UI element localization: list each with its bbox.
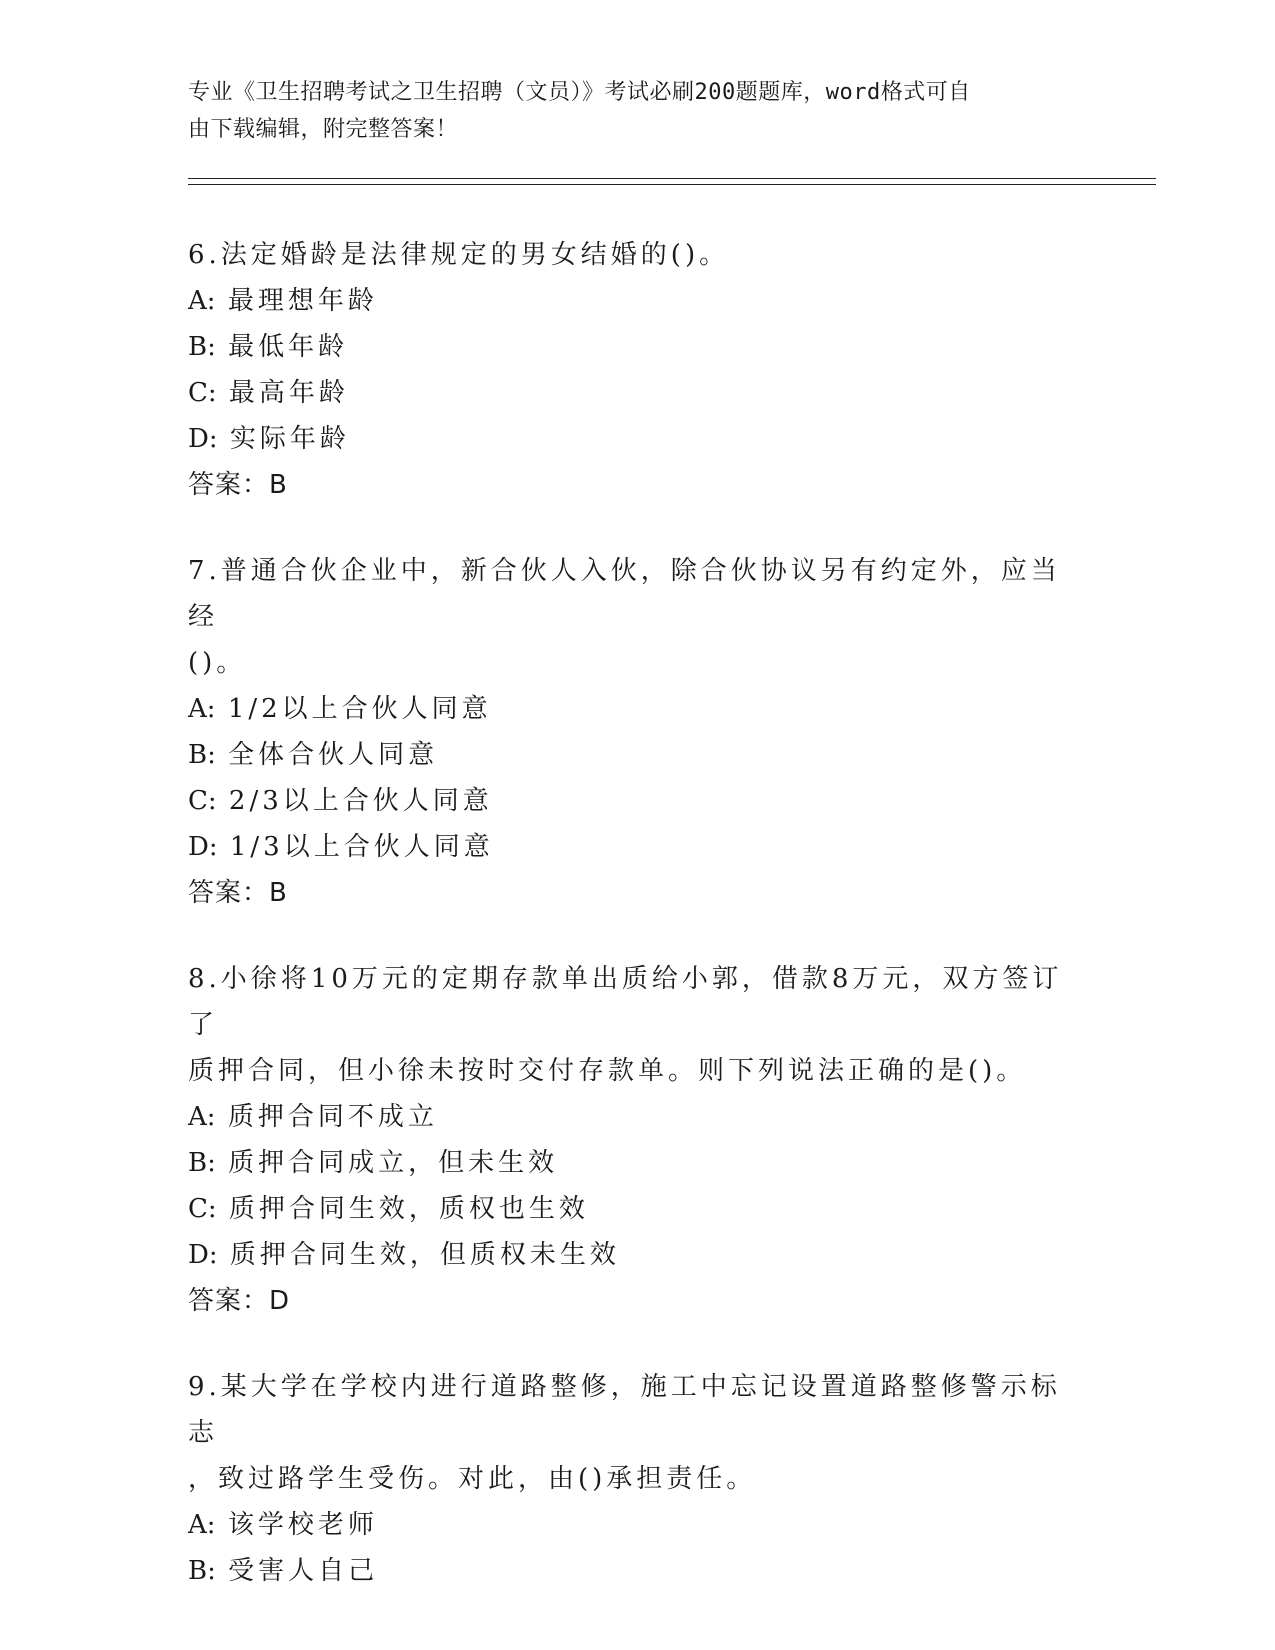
option-text: 1/2以上合伙人同意 bbox=[227, 694, 492, 724]
option-key: C: bbox=[188, 378, 217, 408]
option-key: B: bbox=[188, 740, 216, 770]
option-text: 最理想年龄 bbox=[227, 286, 378, 316]
option-a bbox=[188, 686, 1088, 732]
question-stem: 质押合同，但小徐未按时交付存款单。则下列说法正确的是()。 bbox=[188, 1056, 1027, 1086]
option-text: 全体合伙人同意 bbox=[228, 740, 439, 770]
question-list bbox=[188, 232, 1088, 1634]
option-d bbox=[188, 824, 1088, 870]
option-b bbox=[188, 1140, 1088, 1186]
option-key: A: bbox=[188, 1102, 216, 1132]
option-c bbox=[188, 778, 1088, 824]
header-divider bbox=[188, 178, 1156, 179]
document-header bbox=[188, 74, 1068, 148]
answer-line: 答案：D bbox=[188, 1286, 291, 1316]
option-key: D: bbox=[188, 424, 218, 454]
option-b bbox=[188, 1548, 1088, 1594]
option-text: 受害人自己 bbox=[228, 1556, 379, 1586]
option-text: 2/3以上合伙人同意 bbox=[228, 786, 493, 816]
option-d bbox=[188, 416, 1088, 462]
question-stem: ()。 bbox=[188, 648, 247, 678]
question-stem: 7.普通合伙企业中，新合伙人入伙，除合伙协议另有约定外，应当经 bbox=[188, 556, 1061, 632]
question-stem: ，致过路学生受伤。对此，由()承担责任。 bbox=[188, 1464, 757, 1494]
option-key: C: bbox=[188, 1194, 217, 1224]
option-text: 最高年龄 bbox=[228, 378, 349, 408]
option-key: D: bbox=[188, 1240, 218, 1270]
option-key: B: bbox=[188, 332, 216, 362]
option-a bbox=[188, 1094, 1088, 1140]
header-intro-line: 专业《卫生招聘考试之卫生招聘（文员）》考试必刷200题题库，word格式可自 bbox=[188, 80, 971, 105]
option-key: A: bbox=[188, 286, 216, 316]
option-key: B: bbox=[188, 1148, 216, 1178]
header-intro-line: 由下载编辑，附完整答案！ bbox=[188, 117, 459, 142]
option-b bbox=[188, 324, 1088, 370]
option-key: C: bbox=[188, 786, 217, 816]
header-divider bbox=[188, 184, 1156, 185]
option-text: 实际年龄 bbox=[229, 424, 350, 454]
option-key: B: bbox=[188, 1556, 216, 1586]
option-a bbox=[188, 278, 1088, 324]
question-9 bbox=[188, 1364, 1088, 1594]
option-text: 质押合同成立，但未生效 bbox=[228, 1148, 559, 1178]
option-text: 质押合同生效，质权也生效 bbox=[228, 1194, 589, 1224]
question-7 bbox=[188, 548, 1088, 916]
option-key: D: bbox=[188, 832, 218, 862]
question-stem: 9.某大学在学校内进行道路整修，施工中忘记设置道路整修警示标志 bbox=[188, 1372, 1061, 1448]
option-c bbox=[188, 1186, 1088, 1232]
option-text: 质押合同生效，但质权未生效 bbox=[229, 1240, 620, 1270]
option-text: 该学校老师 bbox=[227, 1510, 378, 1540]
question-6 bbox=[188, 232, 1088, 508]
option-c bbox=[188, 370, 1088, 416]
option-d bbox=[188, 1232, 1088, 1278]
option-key: A: bbox=[188, 694, 216, 724]
question-stem: 8.小徐将10万元的定期存款单出质给小郭，借款8万元，双方签订了 bbox=[188, 964, 1063, 1040]
option-a bbox=[188, 1502, 1088, 1548]
question-8 bbox=[188, 956, 1088, 1324]
answer-line: 答案：B bbox=[188, 878, 288, 908]
option-text: 质押合同不成立 bbox=[227, 1102, 438, 1132]
option-key: A: bbox=[188, 1510, 216, 1540]
option-b bbox=[188, 732, 1088, 778]
question-stem: 6.法定婚龄是法律规定的男女结婚的()。 bbox=[188, 240, 730, 270]
option-text: 最低年龄 bbox=[228, 332, 349, 362]
option-text: 1/3以上合伙人同意 bbox=[229, 832, 494, 862]
answer-line: 答案：B bbox=[188, 470, 288, 500]
